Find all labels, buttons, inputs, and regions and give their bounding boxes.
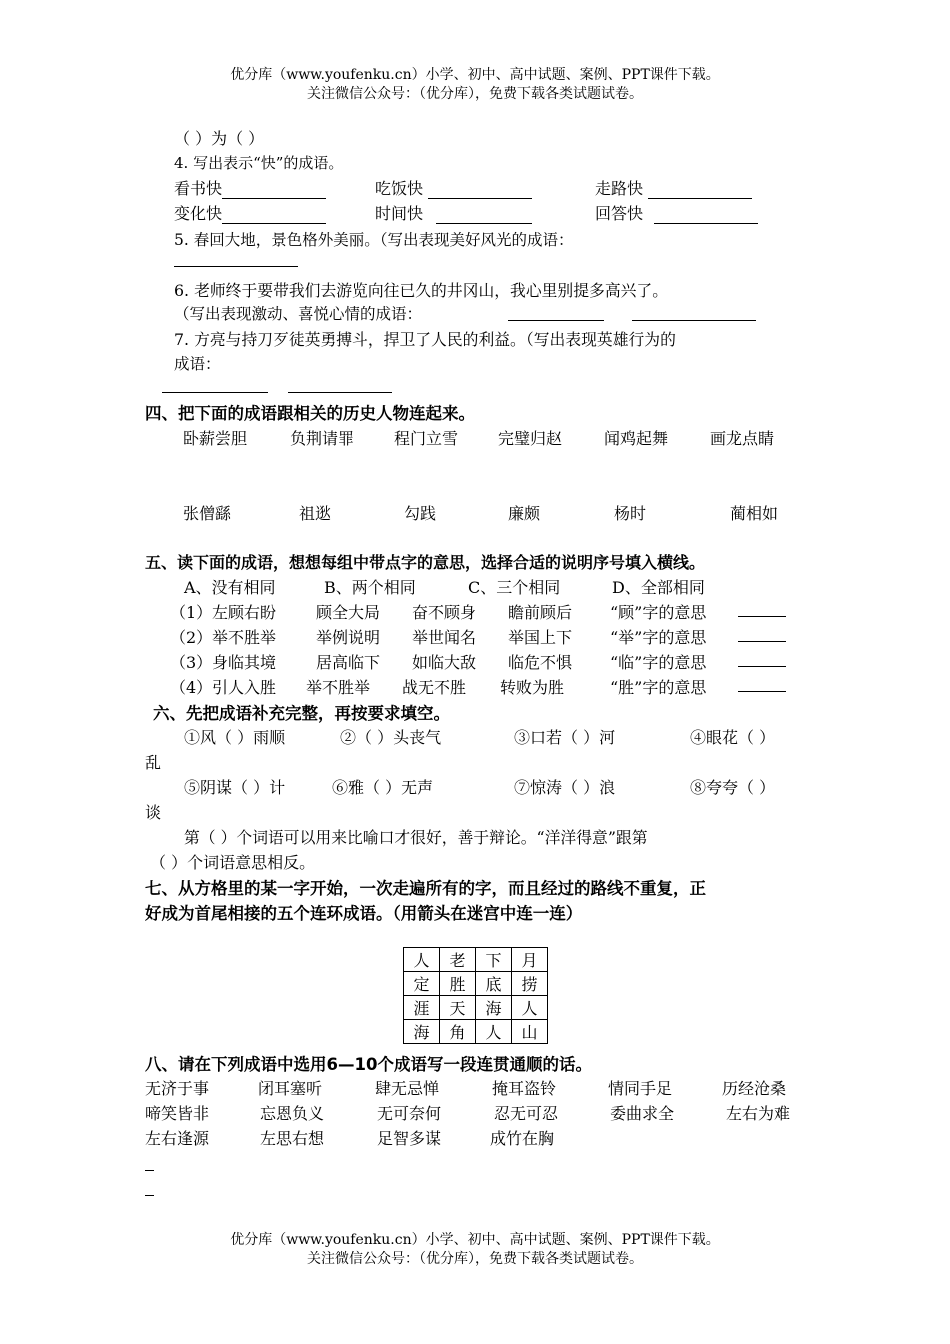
idiom-fill: ③口若（ ）河 xyxy=(514,728,616,747)
question-7-line1: 7. 方亮与持刀歹徒英勇搏斗，捍卫了人民的利益。（写出表现英雄行为的 xyxy=(174,330,676,349)
answer-blank[interactable] xyxy=(508,320,604,321)
question-7-line2: 成语： xyxy=(174,355,221,373)
q4-item-label: 回答快 xyxy=(595,204,644,223)
grid-cell[interactable]: 人 xyxy=(476,1020,512,1044)
section-7-title-line2: 好成为首尾相接的五个连环成语。（用箭头在迷宫中连一连） xyxy=(145,904,583,923)
question-6-line2: （写出表现激动、喜悦心情的成语： xyxy=(174,305,423,323)
idiom: 画龙点睛 xyxy=(710,429,775,448)
question-label: “临”字的意思 xyxy=(610,653,707,672)
idiom-fill: ②（ ）头丧气 xyxy=(340,728,442,747)
question-4: 4. 写出表示“快”的成语。 xyxy=(174,154,344,172)
idiom: 完璧归赵 xyxy=(498,429,563,448)
idiom: 左思右想 xyxy=(260,1129,325,1148)
answer-blank[interactable] xyxy=(222,182,326,199)
idiom-fill: ⑦惊涛（ ）浪 xyxy=(514,778,616,797)
idiom-fill: ⑧夸夸（ ） xyxy=(690,778,776,797)
q4-item xyxy=(595,176,752,199)
section-4-title: 四、把下面的成语跟相关的历史人物连起来。 xyxy=(145,404,475,423)
idiom: 啼笑皆非 xyxy=(145,1104,210,1123)
part6-fill-line2: （ ）个词语意思相反。 xyxy=(150,853,316,872)
grid-row xyxy=(404,996,548,1020)
option: D、全部相同 xyxy=(612,578,705,597)
q4-item xyxy=(174,176,326,199)
answer-blank[interactable] xyxy=(222,207,326,224)
word: 举不胜举 xyxy=(212,628,277,647)
q4-item xyxy=(375,201,532,224)
part6-fill-line1: 第（ ）个词语可以用来比喻口才很好，善于辩论。“洋洋得意”跟第 xyxy=(184,828,648,847)
answer-blank[interactable] xyxy=(738,675,786,692)
idiom: 掩耳盗铃 xyxy=(492,1079,557,1098)
grid-cell[interactable]: 底 xyxy=(476,972,512,996)
grid-cell[interactable]: 涯 xyxy=(404,996,440,1020)
historical-person: 杨时 xyxy=(614,504,647,523)
q4-item-label: 时间快 xyxy=(375,204,424,223)
q4-item xyxy=(595,201,758,224)
word: 举不胜举 xyxy=(306,678,371,697)
word: 战无不胜 xyxy=(402,678,467,697)
option: A、没有相同 xyxy=(184,578,276,597)
word: 奋不顾身 xyxy=(412,603,477,622)
grid-cell[interactable]: 胜 xyxy=(440,972,476,996)
part6-row1-tail: 乱 xyxy=(145,753,162,772)
question-label: “顾”字的意思 xyxy=(610,603,707,622)
answer-blank[interactable] xyxy=(428,182,532,199)
q4-item xyxy=(375,176,532,199)
answer-blank[interactable] xyxy=(162,392,268,393)
answer-blank[interactable] xyxy=(436,207,532,224)
grid-row xyxy=(404,1020,548,1044)
historical-person: 张僧繇 xyxy=(183,504,232,523)
idiom-fill: ①风（ ）雨顺 xyxy=(184,728,286,747)
historical-person: 廉颇 xyxy=(508,504,541,523)
idiom: 历经沧桑 xyxy=(722,1079,787,1098)
part6-row2-tail: 谈 xyxy=(145,803,162,822)
grid-cell[interactable]: 人 xyxy=(512,996,548,1020)
historical-person: 蔺相如 xyxy=(730,504,779,523)
section-8-title: 八、请在下列成语中选用6—10个成语写一段连贯通顺的话。 xyxy=(145,1055,592,1074)
q4-item-label: 吃饭快 xyxy=(375,179,424,198)
word: 身临其境 xyxy=(212,653,277,672)
option: C、三个相同 xyxy=(468,578,561,597)
idiom: 无济于事 xyxy=(145,1079,210,1098)
idiom: 足智多谋 xyxy=(377,1129,442,1148)
idiom: 卧薪尝胆 xyxy=(183,429,248,448)
option: B、两个相同 xyxy=(324,578,416,597)
answer-blank[interactable] xyxy=(648,182,752,199)
answer-blank[interactable] xyxy=(654,207,758,224)
word: 如临大敌 xyxy=(412,653,477,672)
idiom: 闭耳塞听 xyxy=(258,1079,323,1098)
page-header-line2: 关注微信公众号：（优分库），免费下载各类试题试卷。 xyxy=(307,86,643,102)
grid-row xyxy=(404,972,548,996)
idiom: 成竹在胸 xyxy=(490,1129,555,1148)
question-6-line1: 6. 老师终于要带我们去游览向往已久的井冈山，我心里别提多高兴了。 xyxy=(174,281,669,300)
idiom-maze-grid xyxy=(403,947,548,1044)
idiom-fill: ④眼花（ ） xyxy=(690,728,776,747)
grid-row xyxy=(404,948,548,972)
page-header-line1: 优分库（www.youfenku.cn）小学、初中、高中试题、案例、PPT课件下载。 xyxy=(230,67,720,83)
idiom-fill: ⑥雅（ ）无声 xyxy=(332,778,434,797)
idiom: 闻鸡起舞 xyxy=(604,429,669,448)
answer-blank[interactable] xyxy=(738,600,786,617)
q4-item-label: 变化快 xyxy=(174,204,223,223)
q4-item-label: 走路快 xyxy=(595,179,644,198)
word: 瞻前顾后 xyxy=(508,603,573,622)
idiom: 负荆请罪 xyxy=(290,429,355,448)
answer-blank[interactable] xyxy=(174,266,298,267)
word: 转败为胜 xyxy=(500,678,565,697)
grid-cell[interactable]: 海 xyxy=(404,1020,440,1044)
historical-person: 祖逖 xyxy=(299,504,332,523)
idiom: 左右为难 xyxy=(726,1104,791,1123)
idiom: 忍无可忍 xyxy=(494,1104,559,1123)
idiom: 左右逢源 xyxy=(145,1129,210,1148)
row-number: （3） xyxy=(170,653,213,672)
word: 顾全大局 xyxy=(316,603,381,622)
q4-item-label: 看书快 xyxy=(174,179,223,198)
word: 左顾右盼 xyxy=(212,603,277,622)
word: 居高临下 xyxy=(316,653,381,672)
word: 举世闻名 xyxy=(412,628,477,647)
answer-blank[interactable] xyxy=(632,320,756,321)
grid-cell[interactable]: 捞 xyxy=(512,972,548,996)
question-label: “举”字的意思 xyxy=(610,628,707,647)
word: 举国上下 xyxy=(508,628,573,647)
idiom: 委曲求全 xyxy=(610,1104,675,1123)
idiom: 情同手足 xyxy=(608,1079,673,1098)
row-number: （1） xyxy=(170,603,213,622)
grid-cell[interactable]: 下 xyxy=(476,948,512,972)
idiom-fill: ⑤阴谋（ ）计 xyxy=(184,778,286,797)
answer-blank[interactable] xyxy=(288,392,392,393)
grid-cell[interactable]: 人 xyxy=(404,948,440,972)
grid-cell[interactable]: 海 xyxy=(476,996,512,1020)
answer-blank[interactable] xyxy=(738,625,786,642)
question-label: “胜”字的意思 xyxy=(610,678,707,697)
grid-cell[interactable]: 山 xyxy=(512,1020,548,1044)
page-footer-line2: 关注微信公众号：（优分库），免费下载各类试题试卷。 xyxy=(307,1251,643,1267)
grid-cell[interactable]: 角 xyxy=(440,1020,476,1044)
top-fill-line: （ ）为（ ） xyxy=(174,129,265,148)
word: 引人入胜 xyxy=(212,678,277,697)
idiom: 无可奈何 xyxy=(377,1104,442,1123)
writing-line[interactable] xyxy=(145,1195,154,1196)
answer-blank[interactable] xyxy=(738,650,786,667)
word: 举例说明 xyxy=(316,628,381,647)
idiom: 程门立雪 xyxy=(394,429,459,448)
section-7-title-line1: 七、从方格里的某一字开始，一次走遍所有的字，而且经过的路线不重复，正 xyxy=(145,879,706,898)
section-5-title: 五、读下面的成语，想想每组中带点字的意思，选择合适的说明序号填入横线。 xyxy=(145,553,706,572)
page-footer-line1: 优分库（www.youfenku.cn）小学、初中、高中试题、案例、PPT课件下载。 xyxy=(230,1232,720,1248)
idiom: 肆无忌惮 xyxy=(375,1079,440,1098)
row-number: （2） xyxy=(170,628,213,647)
section-6-title: 六、先把成语补充完整，再按要求填空。 xyxy=(153,704,450,723)
q4-item xyxy=(174,201,326,224)
word: 临危不惧 xyxy=(508,653,573,672)
idiom: 忘恩负义 xyxy=(260,1104,325,1123)
writing-line[interactable] xyxy=(145,1170,154,1171)
row-number: （4） xyxy=(170,678,213,697)
grid-cell[interactable]: 定 xyxy=(404,972,440,996)
historical-person: 勾践 xyxy=(404,504,437,523)
grid-cell[interactable]: 老 xyxy=(440,948,476,972)
question-5: 5. 春回大地，景色格外美丽。（写出表现美好风光的成语： xyxy=(174,231,574,249)
grid-cell[interactable]: 月 xyxy=(512,948,548,972)
grid-cell[interactable]: 天 xyxy=(440,996,476,1020)
